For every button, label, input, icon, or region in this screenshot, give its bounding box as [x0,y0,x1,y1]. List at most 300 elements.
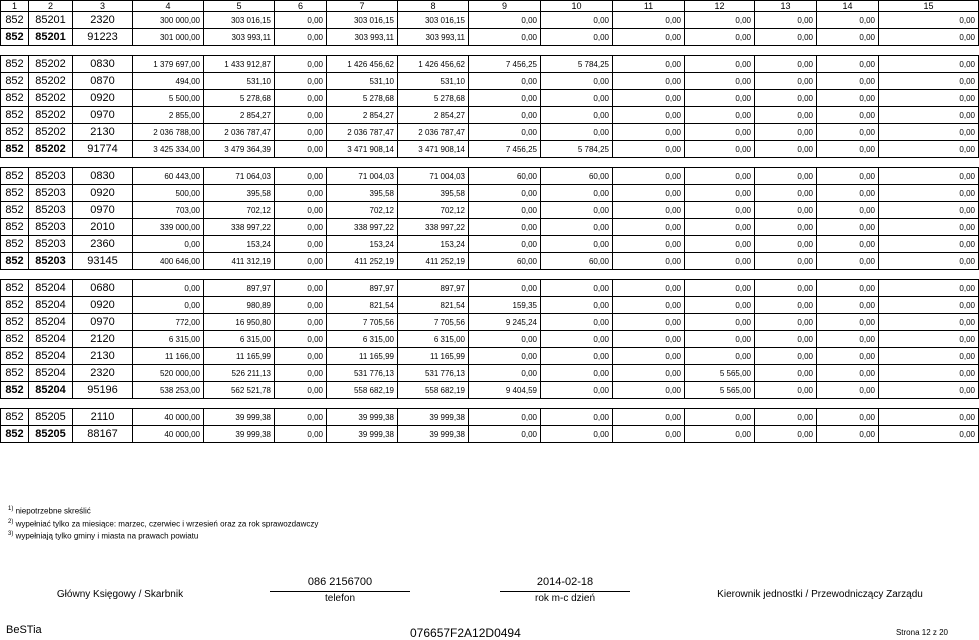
column-number: 3 [73,1,133,12]
amount-cell: 0,00 [817,253,879,270]
amount-cell: 0,00 [275,141,327,158]
table-row [1,280,979,297]
column-number: 12 [685,1,755,12]
paragraf-cell: 0830 [73,168,133,185]
amount-cell: 0,00 [613,141,685,158]
amount-cell: 0,00 [755,141,817,158]
amount-cell: 39 999,38 [204,409,275,426]
amount-cell: 558 682,19 [398,382,469,399]
amount-cell: 0,00 [469,365,541,382]
amount-cell: 0,00 [879,29,979,46]
dzial-cell: 852 [1,12,29,29]
amount-cell: 0,00 [133,236,204,253]
amount-cell: 897,97 [204,280,275,297]
amount-cell: 0,00 [755,90,817,107]
column-number: 15 [879,1,979,12]
amount-cell: 0,00 [879,426,979,443]
amount-cell: 11 166,00 [133,348,204,365]
amount-cell: 5 278,68 [204,90,275,107]
amount-cell: 5 278,68 [398,90,469,107]
amount-cell: 153,24 [327,236,398,253]
amount-cell: 0,00 [613,56,685,73]
amount-cell: 703,00 [133,202,204,219]
amount-cell: 0,00 [879,73,979,90]
amount-cell: 153,24 [204,236,275,253]
amount-cell: 0,00 [879,141,979,158]
amount-cell: 3 479 364,39 [204,141,275,158]
rozdzial-cell: 85203 [29,236,73,253]
amount-cell: 0,00 [685,314,755,331]
amount-cell: 6 315,00 [327,331,398,348]
amount-cell: 0,00 [469,331,541,348]
amount-cell: 0,00 [275,185,327,202]
amount-cell: 526 211,13 [204,365,275,382]
amount-cell: 0,00 [541,202,613,219]
rozdzial-cell: 85201 [29,29,73,46]
amount-cell: 0,00 [469,12,541,29]
group-separator [1,399,979,409]
table-row [1,107,979,124]
group-separator [1,46,979,56]
amount-cell: 0,00 [817,314,879,331]
amount-cell: 0,00 [541,73,613,90]
amount-cell: 0,00 [817,297,879,314]
amount-cell: 0,00 [469,73,541,90]
amount-cell: 303 993,11 [204,29,275,46]
dzial-cell: 852 [1,348,29,365]
table-row [1,56,979,73]
amount-cell: 0,00 [275,29,327,46]
footnote: $^{2)}$ wypełniać tylko za miesiące: marzec, czerwiec i wrzesień oraz za rok sprawozdawczy [8,518,319,529]
amount-cell: 153,24 [398,236,469,253]
amount-cell: 0,00 [817,331,879,348]
amount-cell: 0,00 [469,236,541,253]
amount-cell: 0,00 [817,29,879,46]
amount-cell: 0,00 [685,253,755,270]
amount-cell: 301 000,00 [133,29,204,46]
paragraf-cell: 2130 [73,124,133,141]
amount-cell: 0,00 [613,382,685,399]
paragraf-cell: 88167 [73,426,133,443]
amount-cell: 0,00 [817,236,879,253]
amount-cell: 0,00 [613,236,685,253]
document-code: 076657F2A12D0494 [410,626,521,640]
amount-cell: 0,00 [541,409,613,426]
amount-cell: 0,00 [685,331,755,348]
table-row [1,12,979,29]
amount-cell: 5 500,00 [133,90,204,107]
amount-cell: 0,00 [275,12,327,29]
dzial-cell: 852 [1,280,29,297]
amount-cell: 16 950,80 [204,314,275,331]
amount-cell: 0,00 [613,168,685,185]
paragraf-cell: 2360 [73,236,133,253]
amount-cell: 6 315,00 [204,331,275,348]
amount-cell: 7 456,25 [469,141,541,158]
amount-cell: 0,00 [685,409,755,426]
amount-cell: 1 426 456,62 [398,56,469,73]
group-separator [1,270,979,280]
amount-cell: 0,00 [469,202,541,219]
rozdzial-cell: 85204 [29,297,73,314]
column-number: 9 [469,1,541,12]
amount-cell: 40 000,00 [133,426,204,443]
head-label: Kierownik jednostki / Przewodniczący Zarządu [717,589,923,600]
paragraf-cell: 0680 [73,280,133,297]
amount-cell: 60 443,00 [133,168,204,185]
amount-cell: 0,00 [817,365,879,382]
amount-cell: 0,00 [879,124,979,141]
table-row [1,124,979,141]
dzial-cell: 852 [1,124,29,141]
amount-cell: 531,10 [327,73,398,90]
amount-cell: 0,00 [879,202,979,219]
amount-cell: 821,54 [327,297,398,314]
amount-cell: 5 565,00 [685,365,755,382]
dzial-cell: 852 [1,331,29,348]
amount-cell: 0,00 [685,73,755,90]
amount-cell: 338 997,22 [204,219,275,236]
amount-cell: 538 253,00 [133,382,204,399]
amount-cell: 0,00 [133,280,204,297]
amount-cell: 5 565,00 [685,382,755,399]
rozdzial-cell: 85202 [29,107,73,124]
amount-cell: 0,00 [755,56,817,73]
amount-cell: 0,00 [613,348,685,365]
amount-cell: 0,00 [817,185,879,202]
amount-cell: 0,00 [879,365,979,382]
amount-cell: 400 646,00 [133,253,204,270]
footnote: $^{3)}$ wypełniają tylko gminy i miasta na prawach powiatu [8,531,199,541]
table-row [1,348,979,365]
rozdzial-cell: 85204 [29,280,73,297]
phone-block [270,576,410,604]
amount-cell: 897,97 [398,280,469,297]
amount-cell: 0,00 [275,382,327,399]
column-number: 13 [755,1,817,12]
table-row [1,253,979,270]
rozdzial-cell: 85204 [29,314,73,331]
amount-cell: 0,00 [275,297,327,314]
amount-cell: 60,00 [469,253,541,270]
amount-cell: 0,00 [613,365,685,382]
amount-cell: 0,00 [613,202,685,219]
amount-cell: 0,00 [817,168,879,185]
amount-cell: 0,00 [755,331,817,348]
amount-cell: 0,00 [469,426,541,443]
amount-cell: 0,00 [685,107,755,124]
amount-cell: 0,00 [275,56,327,73]
paragraf-cell: 0870 [73,73,133,90]
rozdzial-cell: 85202 [29,141,73,158]
amount-cell: 0,00 [879,185,979,202]
amount-cell: 0,00 [275,280,327,297]
amount-cell: 0,00 [755,124,817,141]
amount-cell: 7 456,25 [469,56,541,73]
head-signature [690,576,950,600]
amount-cell: 0,00 [755,29,817,46]
amount-cell: 0,00 [613,426,685,443]
amount-cell: 0,00 [685,56,755,73]
column-number: 8 [398,1,469,12]
amount-cell: 0,00 [685,124,755,141]
table-row [1,314,979,331]
amount-cell: 0,00 [275,236,327,253]
amount-cell: 0,00 [817,348,879,365]
table-row [1,29,979,46]
amount-cell: 39 999,38 [204,426,275,443]
amount-cell: 0,00 [469,409,541,426]
amount-cell: 2 036 787,47 [327,124,398,141]
amount-cell: 395,58 [204,185,275,202]
date-block [500,576,630,604]
amount-cell: 0,00 [817,219,879,236]
amount-cell: 500,00 [133,185,204,202]
amount-cell: 0,00 [817,73,879,90]
amount-cell: 0,00 [685,141,755,158]
amount-cell: 0,00 [275,365,327,382]
amount-cell: 0,00 [541,236,613,253]
phone-value: 086 2156700 [307,576,373,588]
amount-cell: 338 997,22 [398,219,469,236]
dzial-cell: 852 [1,168,29,185]
amount-cell: 0,00 [469,107,541,124]
paragraf-cell: 0970 [73,107,133,124]
amount-cell: 9 404,59 [469,382,541,399]
amount-cell: 1 433 912,87 [204,56,275,73]
amount-cell: 0,00 [541,219,613,236]
amount-cell: 0,00 [817,90,879,107]
amount-cell: 0,00 [613,297,685,314]
amount-cell: 11 165,99 [398,348,469,365]
amount-cell: 0,00 [275,253,327,270]
table-row [1,141,979,158]
amount-cell: 0,00 [755,185,817,202]
amount-cell: 0,00 [541,331,613,348]
amount-cell: 0,00 [879,12,979,29]
paragraf-cell: 0920 [73,90,133,107]
amount-cell: 0,00 [755,348,817,365]
amount-cell: 5 784,25 [541,56,613,73]
dzial-cell: 852 [1,297,29,314]
amount-cell: 11 165,99 [327,348,398,365]
paragraf-cell: 0920 [73,297,133,314]
amount-cell: 0,00 [817,56,879,73]
dzial-cell: 852 [1,202,29,219]
dzial-cell: 852 [1,107,29,124]
amount-cell: 821,54 [398,297,469,314]
page-footer [0,620,960,639]
amount-cell: 0,00 [469,219,541,236]
amount-cell: 5 784,25 [541,141,613,158]
amount-cell: 558 682,19 [327,382,398,399]
amount-cell: 39 999,38 [327,426,398,443]
table-row [1,409,979,426]
amount-cell: 0,00 [275,426,327,443]
paragraf-cell: 93145 [73,253,133,270]
amount-cell: 39 999,38 [327,409,398,426]
column-number: 1 [1,1,29,12]
paragraf-cell: 2010 [73,219,133,236]
amount-cell: 0,00 [755,426,817,443]
paragraf-cell: 91774 [73,141,133,158]
amount-cell: 0,00 [613,253,685,270]
dzial-cell: 852 [1,382,29,399]
amount-cell: 0,00 [755,168,817,185]
amount-cell: 11 165,99 [204,348,275,365]
rozdzial-cell: 85204 [29,331,73,348]
amount-cell: 0,00 [541,90,613,107]
amount-cell: 0,00 [685,236,755,253]
amount-cell: 0,00 [685,90,755,107]
rozdzial-cell: 85203 [29,253,73,270]
amount-cell: 0,00 [469,29,541,46]
column-number: 14 [817,1,879,12]
dzial-cell: 852 [1,90,29,107]
paragraf-cell: 0830 [73,56,133,73]
amount-cell: 40 000,00 [133,409,204,426]
amount-cell: 0,00 [879,314,979,331]
date-label: rok m-c dzień [500,591,630,604]
column-number: 11 [613,1,685,12]
amount-cell: 395,58 [327,185,398,202]
amount-cell: 3 425 334,00 [133,141,204,158]
amount-cell: 0,00 [817,202,879,219]
amount-cell: 0,00 [275,219,327,236]
paragraf-cell: 0970 [73,202,133,219]
dzial-cell: 852 [1,426,29,443]
amount-cell: 0,00 [879,331,979,348]
amount-cell: 0,00 [541,12,613,29]
amount-cell: 0,00 [541,382,613,399]
amount-cell: 2 854,27 [327,107,398,124]
amount-cell: 0,00 [879,90,979,107]
amount-cell: 303 016,15 [327,12,398,29]
column-number: 10 [541,1,613,12]
amount-cell: 0,00 [613,219,685,236]
column-number-row [1,1,979,12]
amount-cell: 0,00 [685,29,755,46]
rozdzial-cell: 85203 [29,168,73,185]
rozdzial-cell: 85202 [29,73,73,90]
dzial-cell: 852 [1,219,29,236]
amount-cell: 0,00 [613,124,685,141]
table-row [1,236,979,253]
table-row [1,297,979,314]
amount-cell: 0,00 [817,107,879,124]
amount-cell: 702,12 [204,202,275,219]
amount-cell: 0,00 [275,73,327,90]
amount-cell: 71 064,03 [204,168,275,185]
amount-cell: 0,00 [685,185,755,202]
amount-cell: 0,00 [755,219,817,236]
rozdzial-cell: 85203 [29,219,73,236]
amount-cell: 39 999,38 [398,409,469,426]
amount-cell: 980,89 [204,297,275,314]
amount-cell: 0,00 [685,280,755,297]
amount-cell: 0,00 [613,12,685,29]
amount-cell: 0,00 [755,236,817,253]
amount-cell: 0,00 [133,297,204,314]
amount-cell: 1 426 456,62 [327,56,398,73]
rozdzial-cell: 85205 [29,426,73,443]
amount-cell: 0,00 [613,314,685,331]
amount-cell: 531,10 [398,73,469,90]
amount-cell: 0,00 [275,331,327,348]
amount-cell: 0,00 [469,348,541,365]
column-number: 6 [275,1,327,12]
amount-cell: 0,00 [275,124,327,141]
paragraf-cell: 2320 [73,365,133,382]
table-row [1,185,979,202]
amount-cell: 0,00 [817,12,879,29]
amount-cell: 0,00 [879,56,979,73]
amount-cell: 0,00 [469,185,541,202]
table-row [1,219,979,236]
amount-cell: 0,00 [685,348,755,365]
amount-cell: 3 471 908,14 [327,141,398,158]
amount-cell: 0,00 [541,426,613,443]
amount-cell: 2 855,00 [133,107,204,124]
amount-cell: 520 000,00 [133,365,204,382]
dzial-cell: 852 [1,253,29,270]
amount-cell: 0,00 [685,168,755,185]
amount-cell: 702,12 [327,202,398,219]
amount-cell: 9 245,24 [469,314,541,331]
amount-cell: 772,00 [133,314,204,331]
amount-cell: 0,00 [755,409,817,426]
amount-cell: 0,00 [879,253,979,270]
column-number: 2 [29,1,73,12]
rozdzial-cell: 85202 [29,124,73,141]
column-number: 4 [133,1,204,12]
amount-cell: 0,00 [613,29,685,46]
rozdzial-cell: 85204 [29,348,73,365]
amount-cell: 339 000,00 [133,219,204,236]
amount-cell: 702,12 [398,202,469,219]
amount-cell: 0,00 [275,202,327,219]
table-row [1,90,979,107]
amount-cell: 0,00 [685,219,755,236]
amount-cell: 0,00 [613,185,685,202]
amount-cell: 6 315,00 [398,331,469,348]
treasurer-label: Główny Księgowy / Skarbnik [56,589,184,600]
amount-cell: 0,00 [613,107,685,124]
amount-cell: 0,00 [879,236,979,253]
amount-cell: 0,00 [755,365,817,382]
amount-cell: 0,00 [755,107,817,124]
amount-cell: 531 776,13 [327,365,398,382]
paragraf-cell: 2130 [73,348,133,365]
amount-cell: 39 999,38 [398,426,469,443]
paragraf-cell: 2110 [73,409,133,426]
amount-cell: 0,00 [879,219,979,236]
amount-cell: 0,00 [275,107,327,124]
amount-cell: 0,00 [879,280,979,297]
amount-cell: 0,00 [755,280,817,297]
table-row [1,73,979,90]
amount-cell: 0,00 [685,202,755,219]
dzial-cell: 852 [1,56,29,73]
amount-cell: 0,00 [275,314,327,331]
amount-cell: 2 036 787,47 [204,124,275,141]
dzial-cell: 852 [1,409,29,426]
amount-cell: 0,00 [755,73,817,90]
amount-cell: 0,00 [879,297,979,314]
amount-cell: 494,00 [133,73,204,90]
table-row [1,331,979,348]
dzial-cell: 852 [1,314,29,331]
